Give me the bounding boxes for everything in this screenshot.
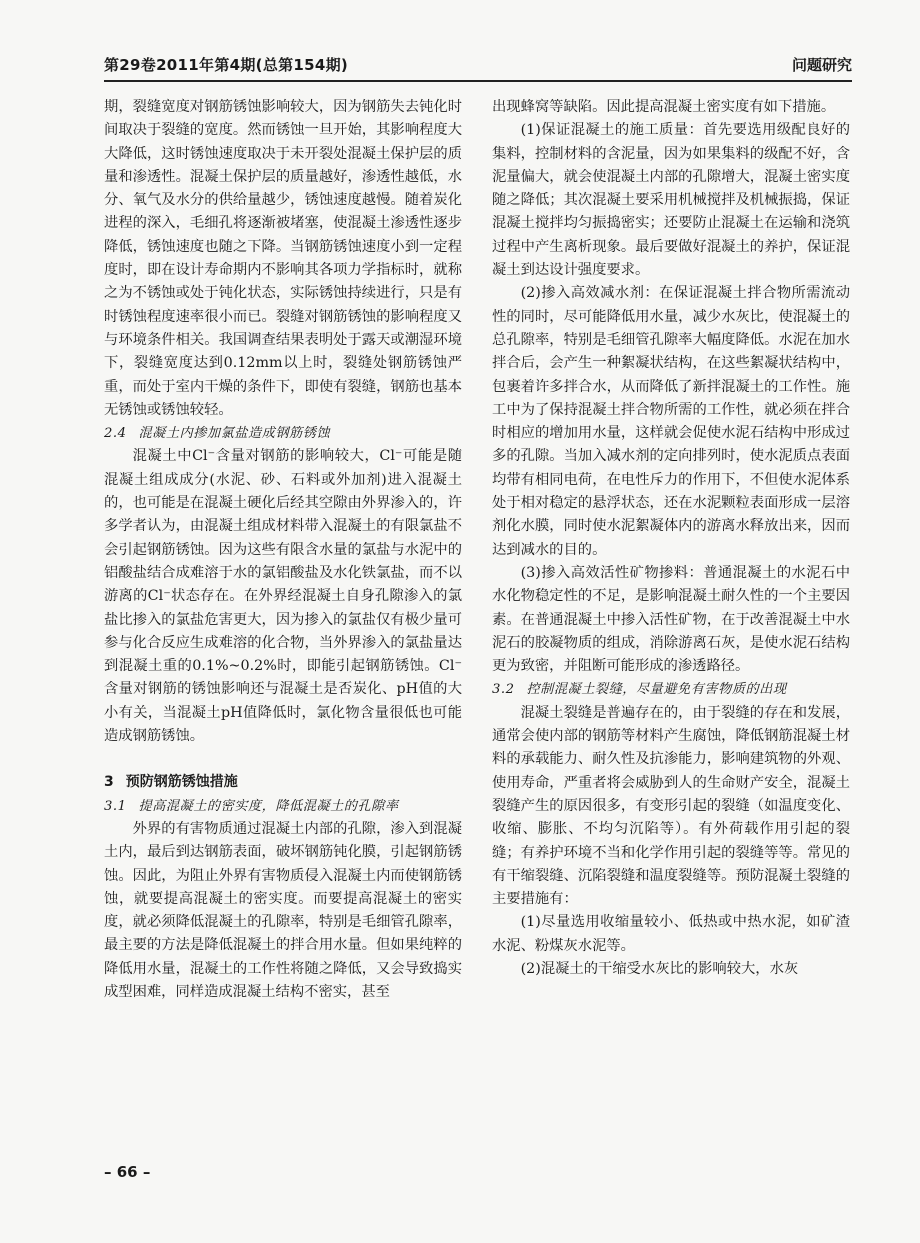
heading-title: 控制混凝土裂缝，尽量避免有害物质的出现 — [526, 682, 787, 698]
heading-title: 提高混凝土的密实度，降低混凝土的孔隙率 — [138, 798, 399, 814]
paragraph-continued: 期，裂缝宽度对钢筋锈蚀影响较大，因为钢筋失去钝化时间取决于裂缝的宽度。然而锈蚀一旦开始，其影响程度大大降低，这时锈蚀速度取决于未开裂处混凝土保护层的质量和渗透性。混凝土保护层的质量越好，渗透性越低，水分、氧气及水分的供给量越少，锈蚀速度越慢。随着炭化进程的深入，毛细孔将逐渐被堵塞，使混凝土渗透性逐步降低，锈蚀速度也随之下降。当钢筋锈蚀速度小到一定程度时，即在设计寿命期内不影响其各项力学指标时，就称之为不锈蚀或处于钝化状态，实际锈蚀持续进行，只是有时锈蚀程度速率很小而已。裂缝对钢筋锈蚀的影响程度又与环境条件相关。我国调查结果表明处于露天或潮湿环境下，裂缝宽度达到0.12mm以上时，裂缝处钢筋锈蚀严重，而处于室内干燥的条件下，即使有裂缝，钢筋也基本无锈蚀或锈蚀较轻。 — [104, 99, 462, 418]
right-column — [492, 96, 850, 981]
heading-3 — [104, 771, 462, 794]
paragraph-continued: 出现蜂窝等缺陷。因此提高混凝土密实度有如下措施。 — [492, 99, 836, 115]
running-header — [104, 50, 852, 80]
left-column — [104, 96, 462, 1004]
section-gap — [104, 748, 462, 771]
heading-title: 混凝土内掺加氯盐造成钢筋锈蚀 — [138, 426, 331, 442]
heading-2-4 — [104, 422, 462, 445]
paragraph-3-2: 混凝土裂缝是普遍存在的，由于裂缝的存在和发展，通常会使内部的钢筋等材料产生腐蚀，降低钢筋混凝土材料的承载能力、耐久性及抗渗能力，影响建筑物的外观、使用寿命，严重者将会威胁到人的生命财产安全，混凝土裂缝产生的原因很多，有变形引起的裂缝（如温度变化、收缩、膨胀、不均匀沉陷等）。有外荷载作用引起的裂缝；有养护环境不当和化学作用引起的裂缝等等。常见的有干缩裂缝、沉陷裂缝和温度裂缝等。预防混凝土裂缝的主要措施有： — [492, 704, 850, 908]
paragraph-measure-3: (3)掺入高效活性矿物掺料：普通混凝土的水泥石中水化物稳定性的不足，是影响混凝土耐久性的一个主要因素。在普通混凝土中掺入活性矿物，在于改善混凝土中水泥石的胶凝物质的组成，消除游离石灰，是使水泥石结构更为致密，并阻断可能形成的渗透路径。 — [492, 564, 850, 675]
heading-title: 预防钢筋锈蚀措施 — [125, 774, 238, 791]
header-rule — [104, 80, 852, 82]
paragraph-measure-2: (2)掺入高效减水剂：在保证混凝土拌合物所需流动性的同时，尽可能降低用水量，减少水灰比，使混凝土的总孔隙率，特别是毛细管孔隙率大幅度降低。水泥在加水拌合后，会产生一种絮凝状结构，在这些絮凝状结构中，包裹着许多拌合水，从而降低了新拌混凝土的工作性。施工中为了保持混凝土拌合物所需的工作性，就必须在拌合时相应的增加用水量，这样就会促使水泥石结构中形成过多的孔隙。当加入减水剂的定向排列时，使水泥质点表面均带有相同电荷，在电性斥力的作用下，不但使水泥体系处于相对稳定的悬浮状态，还在水泥颗粒表面形成一层溶剂化水膜，同时使水泥絮凝体内的游离水释放出来，因而达到减水的目的。 — [492, 285, 850, 558]
heading-number: 3.1 — [104, 798, 127, 814]
heading-number: 3 — [104, 774, 114, 791]
heading-number: 3.2 — [492, 682, 515, 698]
paragraph-2-4: 混凝土中Cl⁻含量对钢筋的影响较大，Cl⁻可能是随混凝土组成成分(水泥、砂、石料或外加剂)进入混凝土的，也可能是在混凝土硬化后经其空隙由外界渗入的，许多学者认为，由混凝土组成材料带入混凝土的有限氯盐不会引起钢筋锈蚀。因为这些有限含水量的氯盐与水泥中的铝酸盐结合成难溶于水的氯铝酸盐及水化铁氯盐，而不以游离的Cl⁻状态存在。在外界经混凝土自身孔隙渗入的氯盐比掺入的氯盐危害更大，因为掺入的氯盐仅有极少量可参与化合反应生成难溶的化合物，当外界渗入的氯盐量达到混凝土重的0.1%~0.2%时，即能引起钢筋锈蚀。Cl⁻含量对钢筋的锈蚀影响还与混凝土是否炭化、pH值的大小有关，当混凝土pH值降低时，氯化物含量很低也可能造成钢筋锈蚀。 — [104, 448, 462, 745]
paragraph-3-2-item-2: (2)混凝土的干缩受水灰比的影响较大，水灰 — [520, 960, 799, 977]
paragraph-3-2-item-1: (1)尽量选用收缩量较小、低热或中热水泥，如矿渣水泥、粉煤灰水泥等。 — [492, 914, 850, 954]
heading-3-2 — [492, 678, 850, 701]
page-number: – 66 – — [104, 1163, 151, 1181]
heading-3-1 — [104, 795, 462, 818]
heading-number: 2.4 — [104, 426, 127, 442]
paragraph-3-1: 外界的有害物质通过混凝土内部的孔隙，渗入到混凝土内，最后到达钢筋表面，破坏钢筋钝化膜，引起钢筋锈蚀。因此，为阻止外界有害物质侵入混凝土内而使钢筋锈蚀，就要提高混凝土的密实度。而要提高混凝土的密实度，就必须降低混凝土的孔隙率，特别是毛细管孔隙率，最主要的方法是降低混凝土的拌合用水量。但如果纯粹的降低用水量，混凝土的工作性将随之降低，又会导致捣实成型困难，同样造成混凝土结构不密实，甚至 — [104, 820, 462, 1000]
section-name: 问题研究 — [791, 56, 852, 74]
paragraph-measure-1: (1)保证混凝土的施工质量：首先要选用级配良好的集料，控制材料的含泥量，因为如果集料的级配不好，含泥量偏大，就会使混凝土内部的孔隙增大，混凝土密实度随之降低；其次混凝土要采用机械搅拌及机械振捣，保证混凝土搅拌均匀振捣密实；还要防止混凝土在运输和浇筑过程中产生离析现象。最后要做好混凝土的养护，保证混凝土到达设计强度要求。 — [492, 122, 850, 279]
journal-issue: 第29卷2011年第4期(总第154期) — [104, 56, 349, 74]
